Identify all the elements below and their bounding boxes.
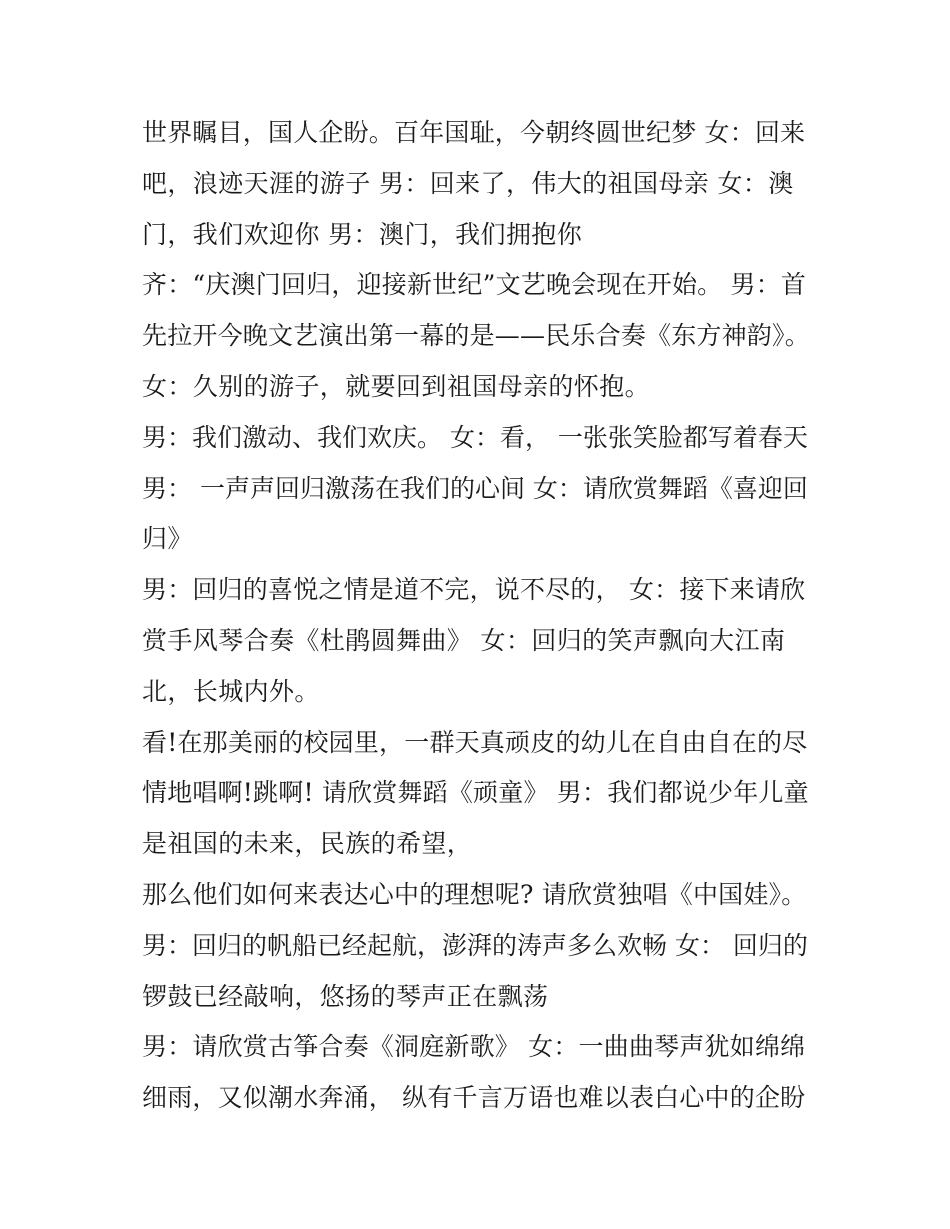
text-line: 北，长城内外。 [142,676,320,706]
text-line: 看!在那美丽的校园里，一群天真顽皮的幼儿在自由自在的尽 [142,727,808,757]
text-line: 赏手风琴合奏《杜鹃圆舞曲》 女：回归的笑声飘向大江南 [142,625,786,655]
text-line: 是祖国的未来，民族的希望， [142,829,473,859]
text-line: 归》 [142,524,193,554]
text-line: 世界瞩目，国人企盼。百年国耻，今朝终圆世纪梦 女：回来 [142,118,806,147]
text-line: 细雨，又似潮水奔涌， 纵有千言万语也难以表白心中的企盼 [142,1083,806,1113]
text-line: 男：回归的喜悦之情是道不完，说不尽的， 女：接下来请欣 [142,575,806,605]
text-line: 女：久别的游子，就要回到祖国母亲的怀抱。 [142,371,651,401]
body-text [142,108,810,1124]
text-line: 门，我们欢迎你 男：澳门，我们拥抱你 [142,219,583,249]
text-line: 情地唱啊!跳啊! 请欣赏舞蹈《顽童》 男：我们都说少年儿童 [142,778,809,808]
text-line: 锣鼓已经敲响，悠扬的琴声正在飘荡 [142,981,549,1011]
text-line: 那么他们如何来表达心中的理想呢? 请欣赏独唱《中国娃》。 [142,879,807,909]
text-line: 男：我们激动、我们欢庆。 女：看， 一张张笑脸都写着春天 [142,422,808,452]
text-line: 男：回归的帆船已经起航，澎湃的涛声多么欢畅 女： 回归的 [142,930,808,960]
text-line: 男： 一声声回归激荡在我们的心间 女：请欣赏舞蹈《喜迎回 [142,473,808,503]
text-line: 男：请欣赏古筝合奏《洞庭新歌》 女：一曲曲琴声犹如绵绵 [142,1032,806,1062]
text-line: 先拉开今晚文艺演出第一幕的是——民乐合奏《东方神韵》。 [142,321,810,351]
text-line: 齐：“庆澳门回归，迎接新世纪”文艺晚会现在开始。 男：首 [142,270,807,300]
text-line: 吧，浪迹天涯的游子 男：回来了，伟大的祖国母亲 女：澳 [142,168,794,198]
